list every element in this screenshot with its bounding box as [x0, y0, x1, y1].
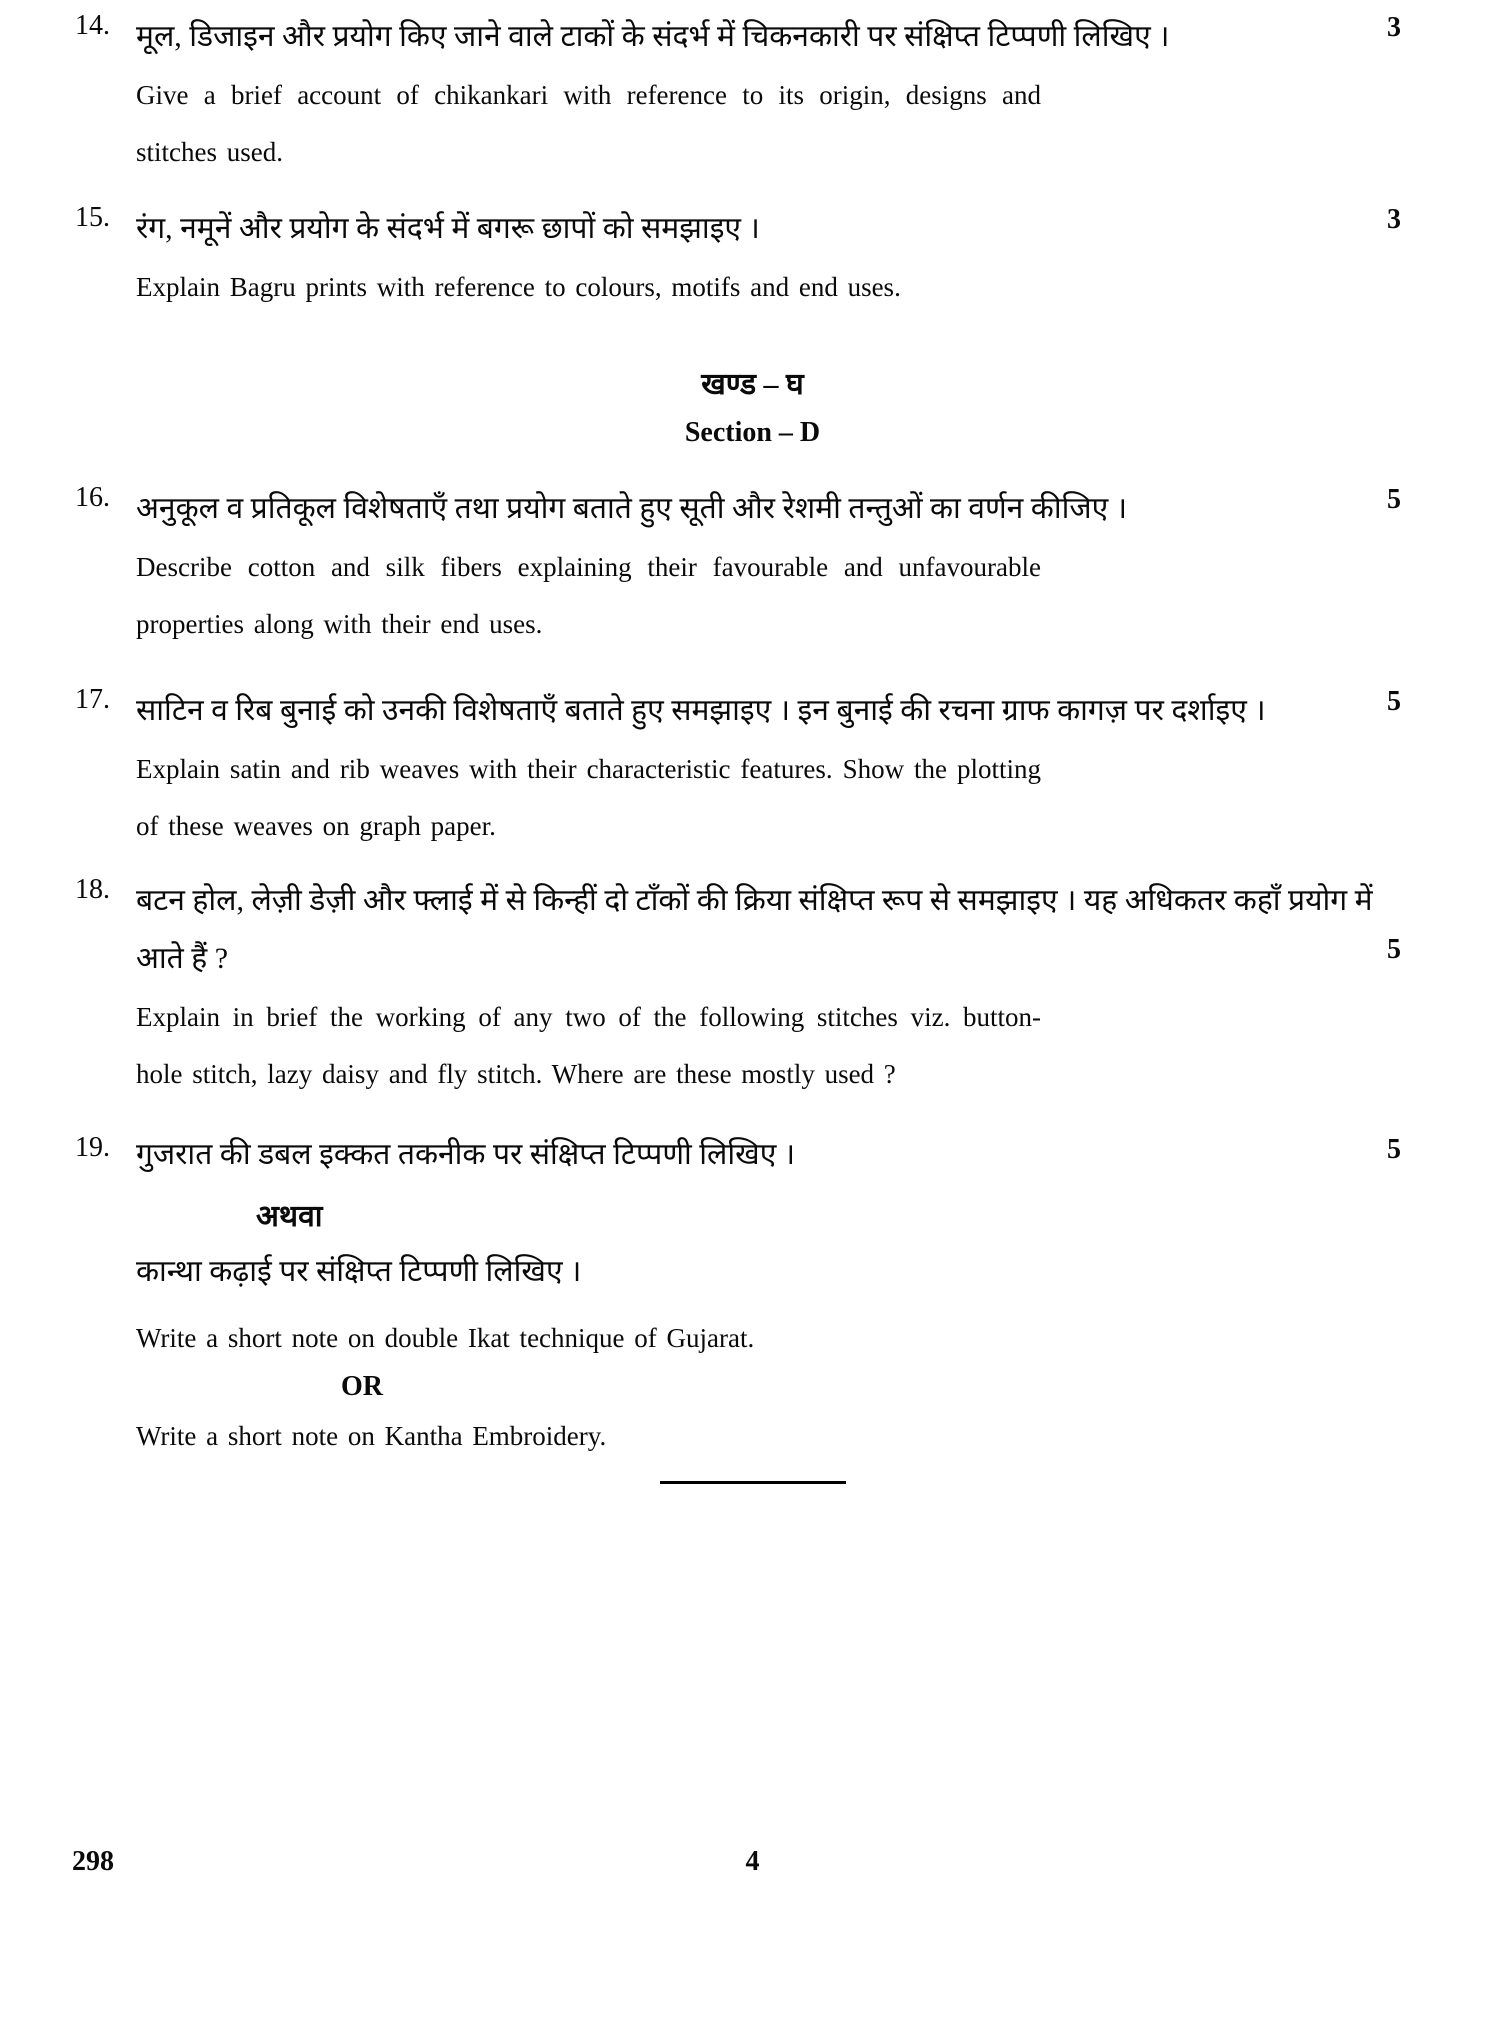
- question-text-hindi: बटन होल, लेज़ी डेज़ी और फ्लाई में से किन्हीं दो टाँकों की क्रिया संक्षिप्त रूप से समझाइए । यह अधिकतर कहाँ प्रयोग में आते हैं ?: [136, 884, 1373, 975]
- question-number: 17.: [75, 684, 110, 715]
- question-text-hindi-second: कान्था कढ़ाई पर संक्षिप्त टिप्पणी लिखिए ।: [136, 1255, 582, 1288]
- question-text-hindi: साटिन व रिब बुनाई को उनकी विशेषताएँ बताते हुए समझाइए । इन बुनाई की रचना ग्राफ कागज़ पर दर्शाइए ।: [136, 694, 1266, 727]
- or-label-english: OR: [341, 1371, 383, 1402]
- marks-value: 5: [1387, 484, 1401, 515]
- question-number: 18.: [75, 874, 110, 905]
- marks-value: 3: [1387, 204, 1401, 235]
- section-heading-english: Section – D: [684, 417, 821, 448]
- section-heading-hindi: खण्ड – घ: [701, 368, 804, 401]
- question-text-hindi-first: गुजरात की डबल इक्कत तकनीक पर संक्षिप्त टिप्पणी लिखिए ।: [136, 1138, 796, 1171]
- question-text-hindi: मूल, डिजाइन और प्रयोग किए जाने वाले टाकों के संदर्भ में चिकनकारी पर संक्षिप्त टिप्पणी लिखिए ।: [136, 20, 1170, 53]
- marks-value: 3: [1387, 12, 1401, 43]
- question-text-english-second: Write a short note on Kantha Embroidery.: [136, 1421, 607, 1451]
- question-text-english: Explain satin and rib weaves with their characteristic features. Show the plotting of these weaves on graph paper.: [136, 754, 1041, 841]
- marks-value: 5: [1387, 686, 1401, 717]
- question-14: [75, 8, 1405, 181]
- question-15: [75, 200, 1405, 316]
- question-text-english: Give a brief account of chikankari with reference to its origin, designs and stitches used.: [136, 80, 1041, 167]
- question-17: [75, 682, 1405, 855]
- question-text-hindi: अनुकूल व प्रतिकूल विशेषताएँ तथा प्रयोग बताते हुए सूती और रेशमी तन्तुओं का वर्णन कीजिए ।: [136, 492, 1128, 525]
- question-text-english: Explain in brief the working of any two of the following stitches viz. button-hole stitch, lazy daisy and fly stitch. Where are these mostly used ?: [136, 1002, 1041, 1089]
- question-text-english: Describe cotton and silk fibers explaining their favourable and unfavourable properties along with their end uses.: [136, 552, 1041, 639]
- question-number: 19.: [75, 1132, 110, 1163]
- marks-value: 5: [1387, 934, 1401, 965]
- question-number: 14.: [75, 10, 110, 41]
- page-number: 4: [745, 1846, 760, 1877]
- paper-code: 298: [72, 1846, 114, 1877]
- marks-value: 5: [1387, 1134, 1401, 1165]
- question-text-english: Explain Bagru prints with reference to colours, motifs and end uses.: [136, 272, 901, 302]
- question-text-english-first: Write a short note on double Ikat technique of Gujarat.: [136, 1323, 755, 1353]
- or-label-hindi: अथवा: [256, 1200, 323, 1233]
- question-16: [75, 480, 1405, 653]
- question-18: [75, 872, 1405, 1103]
- question-number: 15.: [75, 202, 110, 233]
- question-number: 16.: [75, 482, 110, 513]
- end-divider-line: [660, 1481, 846, 1484]
- question-text-hindi: रंग, नमूनें और प्रयोग के संदर्भ में बगरू छापों को समझाइए ।: [136, 212, 760, 245]
- question-19: [75, 1130, 1405, 1461]
